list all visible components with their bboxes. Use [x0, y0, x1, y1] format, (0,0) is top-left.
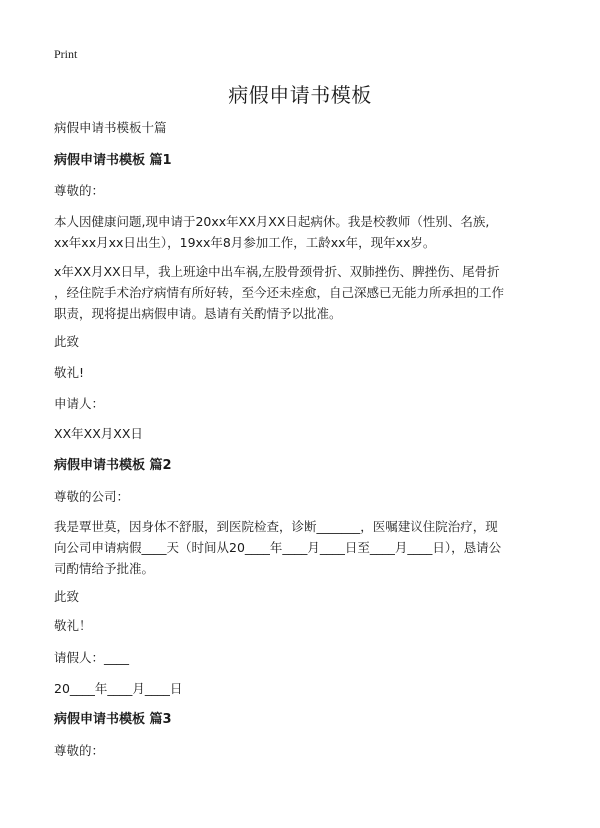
date-line: 20____年____月____日	[54, 681, 183, 696]
closing-line: 此致	[54, 589, 80, 604]
date-line: XX年XX月XX日	[54, 426, 143, 441]
closing-line: 此致	[54, 334, 80, 349]
closing-line: 敬礼！	[54, 618, 92, 633]
salutation: 尊敬的公司：	[54, 489, 130, 504]
section-heading: 病假申请书模板 篇3	[54, 712, 172, 727]
print-label: Print	[54, 47, 78, 61]
paragraph-line: 职责，现将提出病假申请。恳请有关酌情予以批准。	[54, 306, 342, 321]
document-title: 病假申请书模板	[228, 83, 372, 107]
applicant-line: 申请人：	[54, 396, 105, 411]
section-heading: 病假申请书模板 篇1	[54, 153, 172, 168]
paragraph	[54, 516, 554, 579]
salutation: 尊敬的：	[54, 183, 105, 198]
section-heading: 病假申请书模板 篇2	[54, 458, 172, 473]
paragraph	[54, 261, 554, 324]
applicant-line: 请假人：____	[54, 650, 130, 665]
salutation: 尊敬的：	[54, 743, 105, 758]
paragraph-line: xx年xx月xx日出生），19xx年8月参加工作，工龄xx年，现年xx岁。	[54, 235, 436, 250]
paragraph	[54, 211, 554, 253]
paragraph-line: x年XX月XX日早，我上班途中出车祸,左股骨颈骨折、双肺挫伤、脾挫伤、尾骨折	[54, 264, 500, 279]
closing-line: 敬礼!	[54, 365, 85, 380]
paragraph-line: ，经住院手术治疗病情有所好转，至今还未痊愈，自己深感已无能力所承担的工作	[54, 285, 505, 300]
paragraph-line: 我是覃世莫，因身体不舒服，到医院检查，诊断_______，医嘱建议住院治疗，现	[54, 519, 498, 534]
paragraph-line: 本人因健康问题,现申请于20xx年XX月XX日起病休。我是校教师（性别、名族,	[54, 214, 490, 229]
document-intro: 病假申请书模板十篇	[54, 120, 167, 135]
paragraph-line: 向公司申请病假____天（时间从20____年____月____日至____月____日），恳请公	[54, 540, 502, 555]
paragraph-line: 司酌情给予批准。	[54, 561, 155, 576]
